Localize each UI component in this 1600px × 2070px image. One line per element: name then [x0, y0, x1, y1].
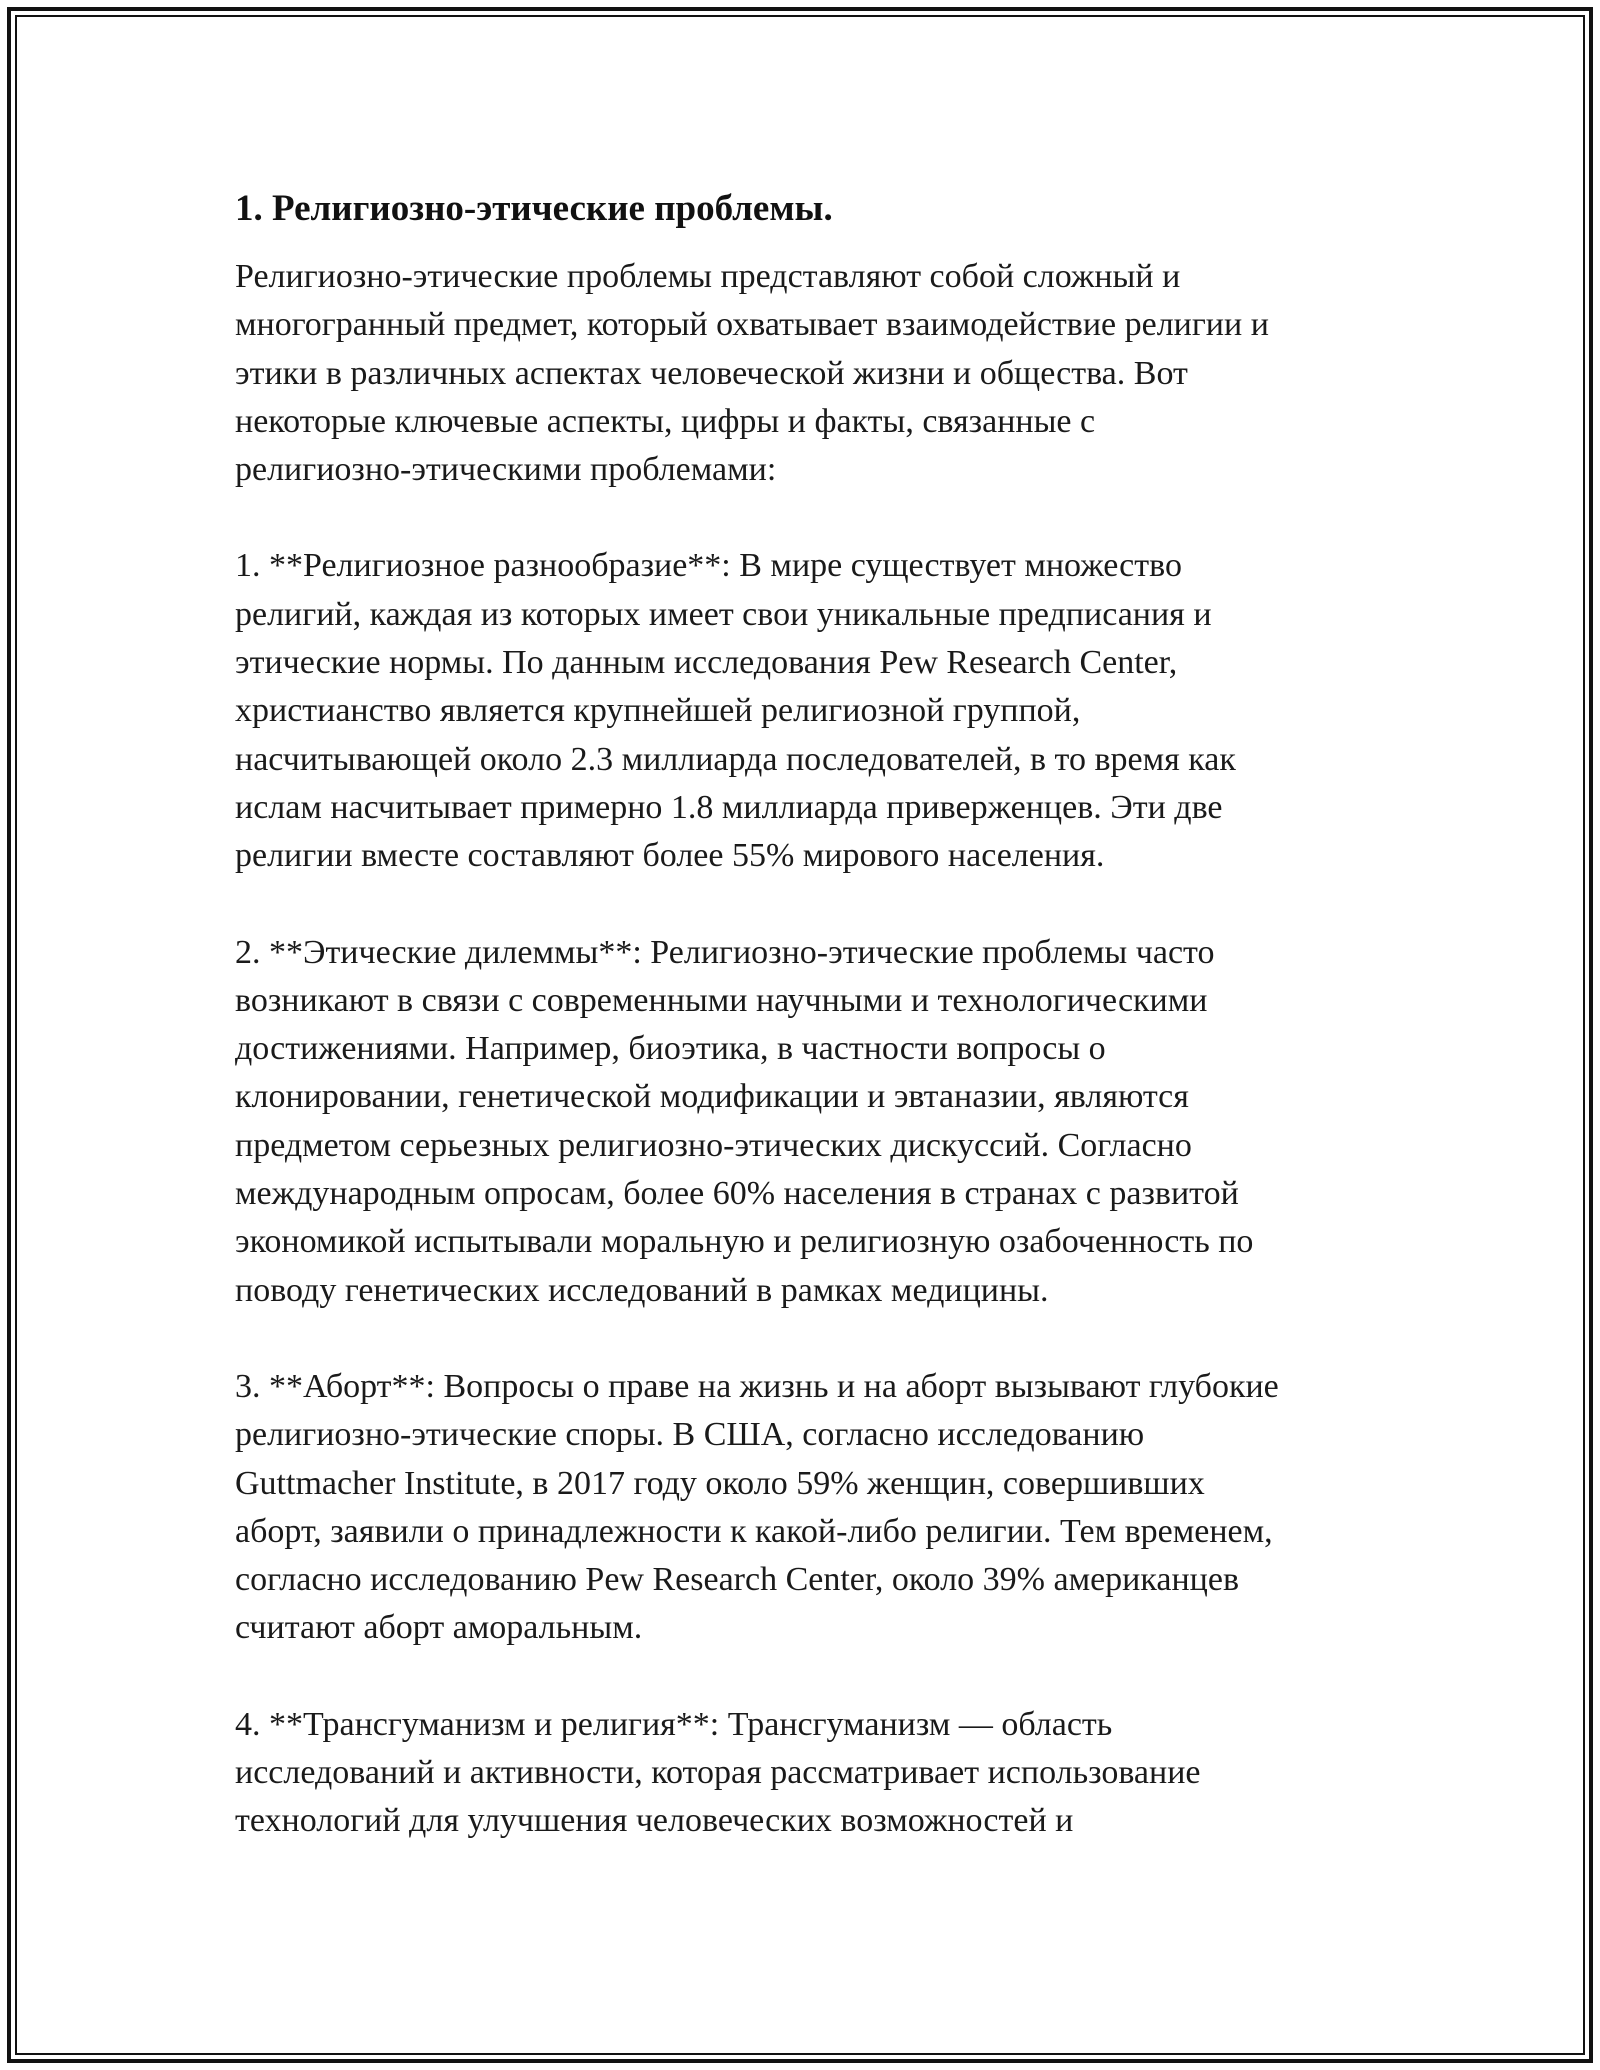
text-line: клонировании, генетической модификации и эвтаназии, являются [235, 1078, 1189, 1116]
text-line: религиозно-этические споры. В США, согласно исследованию [235, 1416, 1145, 1454]
text-line: Guttmacher Institute, в 2017 году около 59% женщин, совершивших [235, 1464, 1205, 1502]
text-line: предметом серьезных религиозно-этических дискуссий. Согласно [235, 1126, 1192, 1164]
text-line: исследований и активности, которая рассматривает использование [235, 1754, 1201, 1792]
text-line: 3. **Аборт**: Вопросы о праве на жизнь и на аборт вызывают глубокие [235, 1367, 1279, 1405]
text-line: христианство является крупнейшей религиозной группой, [235, 692, 1081, 730]
document-body [235, 185, 1385, 1894]
text-line: религий, каждая из которых имеет свои уникальные предписания и [235, 595, 1212, 633]
text-line: считают аборт аморальным. [235, 1609, 643, 1647]
text-line: поводу генетических исследований в рамках медицины. [235, 1271, 1049, 1309]
text-line: международным опросам, более 60% населения в странах с развитой [235, 1175, 1239, 1213]
text-line: достижениями. Например, биоэтика, в частности вопросы о [235, 1030, 1106, 1068]
list-item-transhumanism [235, 1701, 1385, 1846]
text-line: Религиозно-этические проблемы представляют собой сложный и [235, 258, 1181, 295]
text-line: насчитывающей около 2.3 миллиарда последователей, в то время как [235, 740, 1236, 778]
text-line: 1. **Религиозное разнообразие**: В мире существует множество [235, 547, 1182, 585]
list-item-religious-diversity [235, 542, 1385, 880]
section-heading: 1. Религиозно-этические проблемы. [235, 188, 833, 229]
text-line: религиозно-этическими проблемами: [235, 451, 777, 489]
text-line: 2. **Этические дилеммы**: Религиозно-этические проблемы часто [235, 933, 1215, 971]
list-item-ethical-dilemmas [235, 929, 1385, 1315]
text-line: этические нормы. По данным исследования Pew Research Center, [235, 644, 1178, 682]
text-line: технологий для улучшения человеческих возможностей и [235, 1802, 1074, 1840]
text-line: этики в различных аспектах человеческой жизни и общества. Вот [235, 354, 1188, 392]
text-line: аборт, заявили о принадлежности к какой-либо религии. Тем временем, [235, 1512, 1273, 1550]
text-line: ислам насчитывает примерно 1.8 миллиарда приверженцев. Эти две [235, 788, 1223, 826]
text-line: религии вместе составляют более 55% мирового населения. [235, 837, 1105, 875]
text-line: некоторые ключевые аспекты, цифры и факты, связанные с [235, 402, 1096, 440]
text-line: экономикой испытывали моральную и религиозную озабоченность по [235, 1223, 1254, 1261]
text-line: возникают в связи с современными научными и технологическими [235, 981, 1208, 1019]
text-line: 4. **Трансгуманизм и религия**: Трансгуманизм — область [235, 1705, 1113, 1743]
text-line: многогранный предмет, который охватывает взаимодействие религии и [235, 306, 1269, 344]
list-item-abortion [235, 1363, 1385, 1653]
text-line: согласно исследованию Pew Research Center, около 39% американцев [235, 1561, 1239, 1599]
intro-paragraph [235, 253, 1385, 494]
